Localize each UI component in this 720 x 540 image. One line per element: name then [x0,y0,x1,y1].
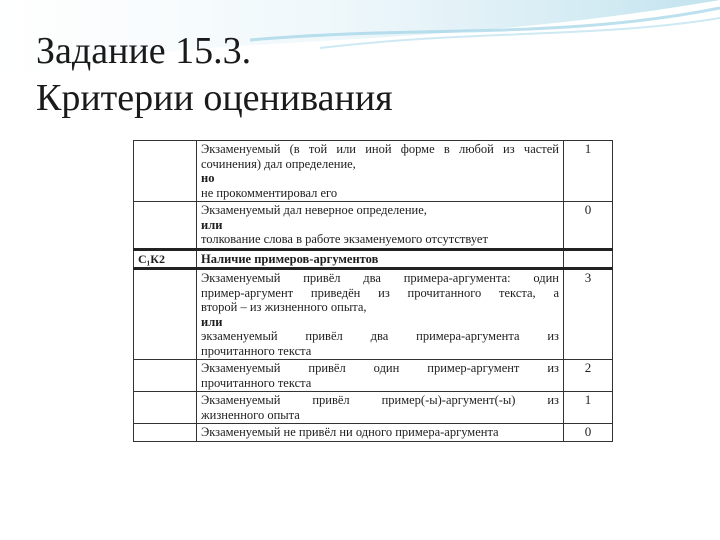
criterion-text: сочинения) дал определение, [201,156,356,171]
table-row [134,360,613,392]
criterion-code-cell [134,269,197,360]
score-cell: 0 [564,202,613,250]
score-cell [564,249,613,269]
criterion-text: Экзаменуемый привёл пример(-ы)-аргумент(-ы) из [201,393,559,407]
criteria-document [133,140,613,478]
slide-title-line-2: Критерии оценивания [36,77,393,119]
criterion-heading-row [134,249,613,269]
slide-title [36,28,636,122]
criterion-text: Экзаменуемый (в той или иной форме в любой из частей [201,142,559,156]
criterion-text-cell [197,141,564,202]
criterion-text: Экзаменуемый привёл два примера-аргумента: один [201,271,559,285]
score-cell: 2 [564,360,613,392]
score-cell: 1 [564,392,613,424]
criterion-text: второй – из жизненного опыта, [201,300,367,314]
criterion-text-cell [197,424,564,442]
criterion-heading: Наличие примеров-аргументов [197,249,564,269]
table-row [134,392,613,424]
criterion-text: пример-аргумент приведён из прочитанного текста, а [201,285,559,300]
criterion-text: жизненного опыта [201,407,300,422]
criterion-text: Экзаменуемый дал неверное определение, [201,203,427,217]
criterion-text: экзаменуемый привёл два примера-аргумента из [201,329,559,343]
criterion-code-cell [134,360,197,392]
criterion-code-cell [134,392,197,424]
score-cell: 0 [564,424,613,442]
criterion-connector: или [201,217,223,232]
criterion-code-cell [134,141,197,202]
slide-title-line-1: Задание 15.3. [36,30,252,72]
criterion-text: прочитанного текста [201,375,312,390]
score-cell: 3 [564,269,613,360]
criterion-code-cell [134,202,197,250]
table-row [134,141,613,202]
criterion-text: толкование слова в работе экзаменуемого отсутствует [201,232,488,246]
criterion-text: Экзаменуемый не привёл ни одного примера-аргумента [201,425,499,439]
table-row [134,269,613,360]
criterion-connector: или [201,314,223,329]
score-cell: 1 [564,141,613,202]
criterion-text-cell [197,202,564,250]
criteria-table [133,140,613,442]
criterion-text: не прокомментировал его [201,185,338,200]
criterion-code-cell [134,424,197,442]
criterion-code: С₁К2 [134,249,197,269]
table-row [134,202,613,250]
criterion-text: прочитанного текста [201,343,312,358]
criterion-text-cell [197,269,564,360]
criterion-text-cell [197,392,564,424]
criterion-connector: но [201,171,215,185]
table-row [134,424,613,442]
criterion-text: Экзаменуемый привёл один пример-аргумент из [201,361,559,375]
criterion-text-cell [197,360,564,392]
